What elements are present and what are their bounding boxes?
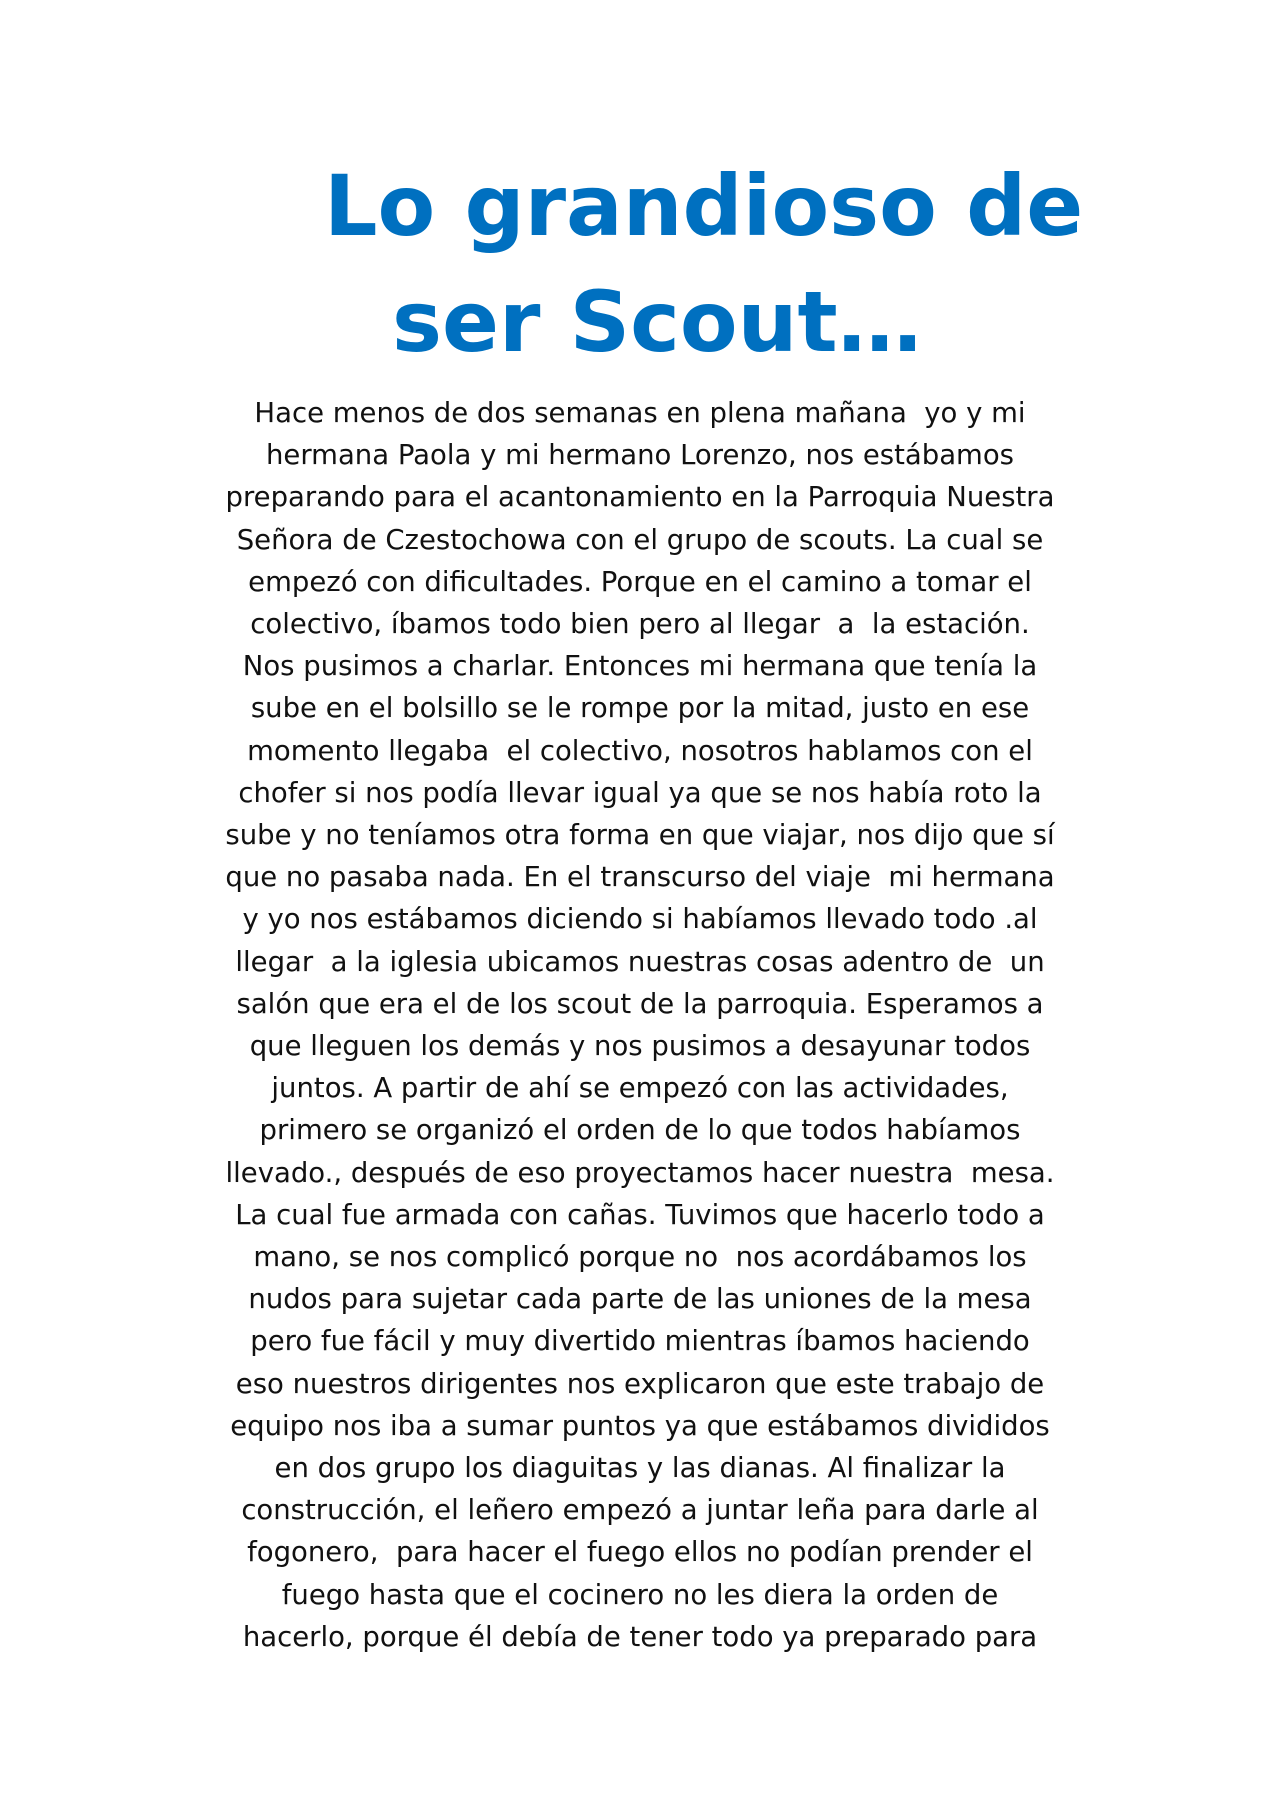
body-line: sube y no teníamos otra forma en que viajar, nos dijo que sí	[225, 819, 1055, 852]
body-line: juntos. A partir de ahí se empezó con las actividades,	[271, 1072, 1009, 1105]
body-line: que no pasaba nada. En el transcurso del viaje mi hermana	[225, 861, 1055, 894]
body-line: nudos para sujetar cada parte de las uniones de la mesa	[248, 1283, 1032, 1316]
body-line: chofer si nos podía llevar igual ya que se nos había roto la	[238, 776, 1042, 809]
body-line: equipo nos iba a sumar puntos ya que estábamos divididos	[230, 1409, 1050, 1442]
page-title	[0, 148, 1280, 380]
body-line: hermana Paola y mi hermano Lorenzo, nos estábamos	[266, 439, 1014, 472]
body-line: construcción, el leñero empezó a juntar leña para darle al	[241, 1494, 1039, 1527]
body-line: momento llegaba el colectivo, nosotros hablamos con el	[247, 734, 1033, 767]
body-line: fogonero, para hacer el fuego ellos no podían prender el	[247, 1536, 1033, 1569]
body-line: colectivo, íbamos todo bien pero al llegar a la estación.	[250, 608, 1030, 641]
body-line: salón que era el de los scout de la parroquia. Esperamos a	[236, 987, 1044, 1020]
body-paragraph	[170, 392, 1110, 1658]
body-line: y yo nos estábamos diciendo si habíamos llevado todo .al	[242, 903, 1038, 936]
body-line: hacerlo, porque él debía de tener todo ya preparado para	[242, 1620, 1038, 1653]
body-line: pero fue fácil y muy divertido mientras íbamos haciendo	[250, 1325, 1030, 1358]
body-line: Nos pusimos a charlar. Entonces mi hermana que tenía la	[242, 650, 1038, 683]
body-line: llegar a la iglesia ubicamos nuestras cosas adentro de un	[235, 945, 1045, 978]
body-line: primero se organizó el orden de lo que todos habíamos	[259, 1114, 1021, 1147]
body-line: llevado., después de eso proyectamos hacer nuestra mesa.	[225, 1156, 1055, 1189]
title-line: ser Scout…	[392, 273, 922, 371]
title-line: Lo grandioso de	[324, 157, 1084, 255]
body-line: Señora de Czestochowa con el grupo de scouts. La cual se	[236, 523, 1044, 556]
body-line: empezó con dificultades. Porque en el camino a tomar el	[248, 565, 1032, 598]
body-line: eso nuestros dirigentes nos explicaron que este trabajo de	[235, 1367, 1045, 1400]
body-line: Hace menos de dos semanas en plena mañana yo y mi	[254, 397, 1026, 429]
body-line: mano, se nos complicó porque no nos acordábamos los	[253, 1241, 1027, 1274]
body-line: fuego hasta que el cocinero no les diera la orden de	[281, 1578, 999, 1611]
body-line: que lleguen los demás y nos pusimos a desayunar todos	[249, 1030, 1031, 1063]
body-line: sube en el bolsillo se le rompe por la mitad, justo en ese	[250, 692, 1030, 725]
body-line: en dos grupo los diaguitas y las dianas. Al finalizar la	[274, 1452, 1006, 1485]
body-line: La cual fue armada con cañas. Tuvimos que hacerlo todo a	[235, 1198, 1045, 1231]
body-line: preparando para el acantonamiento en la Parroquia Nuestra	[225, 481, 1055, 514]
